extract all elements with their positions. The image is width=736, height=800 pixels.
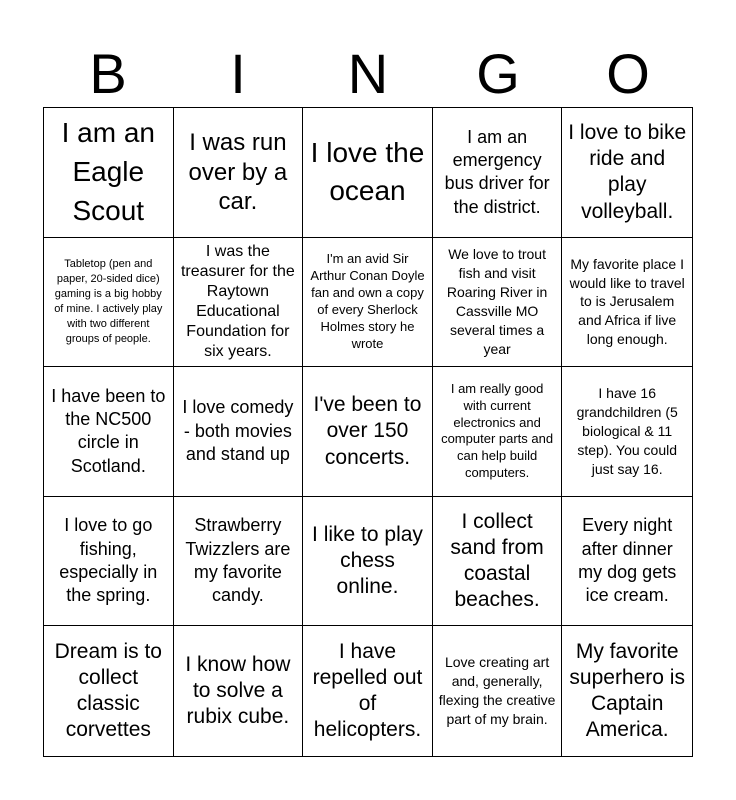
header-letter-b: B — [89, 42, 127, 105]
cell-text: I know how to solve a rubix cube. — [185, 652, 291, 729]
bingo-cell-r3-c1[interactable] — [44, 367, 174, 497]
cell-text: Every night after dinner my dog gets ice cream. — [578, 515, 677, 606]
header-letter-i: I — [230, 42, 246, 105]
cell-text: Tabletop (pen and paper, 20-sided dice) gaming is a big hobby of mine. I actively play with two different groups of people. — [54, 258, 163, 345]
header-letter-n: N — [347, 42, 389, 105]
cell-text: I collect sand from coastal beaches. — [450, 509, 544, 612]
bingo-cell-r3-c2[interactable] — [174, 367, 304, 497]
cell-text: Dream is to collect classic corvettes — [54, 639, 162, 742]
cell-text: I have repelled out of helicopters. — [312, 639, 423, 742]
cell-text: Strawberry Twizzlers are my favorite candy. — [185, 515, 291, 606]
cell-text: My favorite superhero is Captain America. — [569, 639, 685, 742]
cell-text: I'm an avid Sir Arthur Conan Doyle fan and own a copy of every Sherlock Holmes story he wrote — [310, 251, 425, 351]
bingo-cell-r5-c1[interactable] — [44, 626, 174, 756]
cell-text: Love creating art and, generally, flexing the creative part of my brain. — [438, 654, 556, 728]
bingo-cell-r4-c4[interactable] — [433, 497, 563, 627]
bingo-cell-r1-c5[interactable] — [562, 108, 692, 238]
bingo-cell-r4-c1[interactable] — [44, 497, 174, 627]
bingo-cell-r1-c2[interactable] — [174, 108, 304, 238]
bingo-cell-r2-c2[interactable] — [174, 238, 304, 368]
cell-text: I love the ocean — [310, 136, 425, 207]
bingo-cell-r5-c3[interactable] — [303, 626, 433, 756]
cell-text: I am an emergency bus driver for the district. — [444, 126, 550, 217]
bingo-cell-r3-c3[interactable] — [303, 367, 433, 497]
cell-text: I like to play chess online. — [312, 522, 423, 599]
bingo-cell-r2-c5[interactable] — [562, 238, 692, 368]
bingo-cell-r5-c4[interactable] — [433, 626, 563, 756]
cell-text: I am an Eagle Scout — [61, 117, 155, 226]
bingo-cell-r2-c4[interactable] — [433, 238, 563, 368]
cell-text: My favorite place I would like to travel to is Jerusalem and Africa if live long enough. — [569, 255, 685, 348]
bingo-cell-r2-c1[interactable] — [44, 238, 174, 368]
cell-text: I have 16 grandchildren (5 biological & 11 step). You could just say 16. — [576, 385, 678, 477]
cell-text: I love to go fishing, especially in the spring. — [59, 515, 158, 606]
bingo-cell-r3-c4[interactable] — [433, 367, 563, 497]
header-letter-o: O — [606, 42, 650, 105]
cell-text: I was the treasurer for the Raytown Educational Foundation for six years. — [180, 242, 295, 360]
bingo-cell-r1-c4[interactable] — [433, 108, 563, 238]
bingo-cell-r5-c2[interactable] — [174, 626, 304, 756]
bingo-cell-r2-c3[interactable] — [303, 238, 433, 368]
bingo-cell-r3-c5[interactable] — [562, 367, 692, 497]
cell-text: I've been to over 150 concerts. — [313, 393, 422, 469]
bingo-board — [43, 107, 693, 757]
cell-text: I was run over by a car. — [188, 129, 288, 215]
bingo-cell-r4-c2[interactable] — [174, 497, 304, 627]
bingo-cell-r5-c5[interactable] — [562, 626, 692, 756]
cell-text: We love to trout fish and visit Roaring River in Cassville MO several times a year — [446, 246, 548, 357]
bingo-cell-r1-c3[interactable] — [303, 108, 433, 238]
cell-text: I am really good with current electronics and computer parts and can help build computers. — [441, 380, 554, 481]
header-letter-g: G — [476, 42, 520, 105]
bingo-header — [43, 40, 693, 108]
cell-text: I love comedy - both movies and stand up — [182, 397, 294, 465]
cell-text: I love to bike ride and play volleyball. — [568, 120, 687, 223]
cell-text: I have been to the NC500 circle in Scotland. — [51, 385, 166, 476]
bingo-cell-r4-c3[interactable] — [303, 497, 433, 627]
bingo-cell-r4-c5[interactable] — [562, 497, 692, 627]
bingo-cell-r1-c1[interactable] — [44, 108, 174, 238]
